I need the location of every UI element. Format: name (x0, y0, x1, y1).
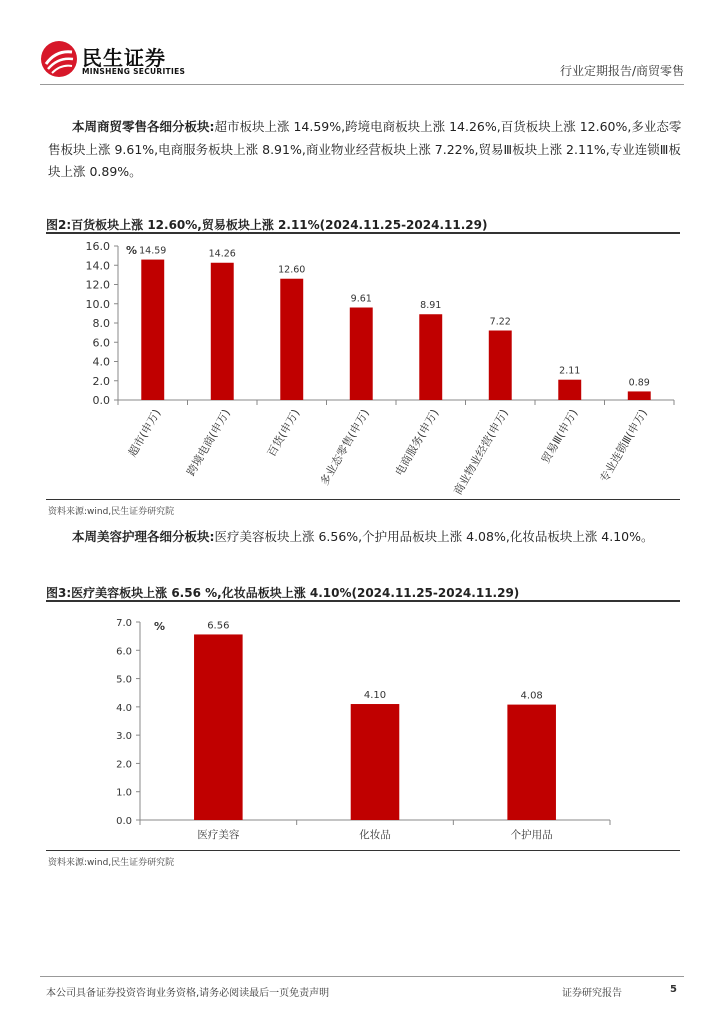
data-label: 12.60 (278, 264, 306, 276)
x-category-label: 跨境电商(申万) (184, 407, 233, 479)
figure2-bottom-rule (46, 499, 680, 500)
footer-disclaimer: 本公司具备证券投资咨询业务资格,请务必阅读最后一页免责声明 (46, 988, 330, 999)
bar (280, 279, 303, 400)
y-tick-label: 4.0 (92, 355, 110, 369)
y-tick-label: 2.0 (116, 759, 132, 771)
data-label: 14.26 (208, 248, 236, 260)
figure3-bottom-rule (46, 850, 680, 851)
footer-report-type: 证券研究报告 (562, 988, 622, 999)
data-label: 4.08 (520, 690, 543, 702)
paragraph-beauty-sectors (48, 526, 688, 549)
data-label: 0.89 (628, 377, 650, 389)
figure3-bar-chart (46, 602, 680, 848)
bar (507, 705, 556, 820)
figure2-title: 图2:百货板块上涨 12.60%,贸易板块上涨 2.11%(2024.11.25-2024.11.29) (46, 218, 488, 232)
y-tick-label: 7.0 (116, 618, 132, 629)
logo-text-en: MINSHENG SECURITIES (82, 67, 186, 76)
y-tick-label: 0.0 (116, 816, 132, 827)
footer-divider (40, 976, 684, 977)
y-tick-label: 6.0 (116, 646, 132, 658)
data-label: 14.59 (139, 245, 167, 257)
logo-mark-icon (40, 40, 78, 78)
bar (211, 263, 234, 400)
figure2-source: 资料来源:wind,民生证券研究院 (48, 507, 175, 517)
header-divider (40, 84, 684, 85)
figure3-source: 资料来源:wind,民生证券研究院 (48, 858, 175, 868)
document-category: 行业定期报告/商贸零售 (559, 64, 684, 78)
paragraph-lead: 本周商贸零售各细分板块: (72, 119, 215, 134)
data-label: 9.61 (350, 293, 372, 305)
bar (194, 634, 243, 820)
y-unit-label: % (126, 244, 138, 257)
y-tick-label: 1.0 (116, 787, 132, 799)
bar (628, 391, 651, 400)
y-tick-label: 8.0 (92, 317, 110, 330)
y-tick-label: 3.0 (116, 731, 132, 743)
y-tick-label: 14.0 (85, 259, 110, 273)
bar (419, 314, 442, 400)
bar (350, 308, 373, 400)
paragraph-text: 超市板块上涨 14.59%,跨境电商板块上涨 14.26%,百货板块上涨 12.60%,多业态零售板块上涨 9.61%,电商服务板块上涨 8.91%,商业物业经营板块上涨 7.22%,贸易Ⅲ板块上涨 2.11%,专业连锁Ⅲ板块上涨 0.89%。 (48, 119, 682, 179)
bar (351, 704, 400, 820)
data-label: 2.11 (559, 365, 581, 377)
x-category-label: 百货(申万) (264, 407, 303, 460)
figure3-title: 图3:医疗美容板块上涨 6.56 %,化妆品板块上涨 4.10%(2024.11.25-2024.11.29) (46, 586, 520, 600)
x-category-label: 个护用品 (510, 829, 553, 841)
x-category-label: 专业连锁Ⅲ(申万) (597, 407, 650, 485)
x-category-label: 电商服务(申万) (392, 407, 442, 479)
y-tick-label: 12.0 (85, 278, 110, 292)
company-logo (40, 40, 220, 80)
y-tick-label: 0.0 (92, 394, 110, 407)
bar (489, 331, 512, 400)
paragraph-text: 医疗美容板块上涨 6.56%,个护用品板块上涨 4.08%,化妆品板块上涨 4.10%。 (214, 529, 654, 544)
bar (558, 380, 581, 400)
x-category-label: 商业物业经营(申万) (451, 407, 511, 498)
x-category-label: 超市(申万) (125, 407, 164, 460)
y-tick-label: 4.0 (116, 702, 132, 714)
figure2-bar-chart (46, 234, 680, 498)
paragraph-retail-sectors (48, 116, 688, 184)
data-label: 4.10 (363, 690, 387, 702)
data-label: 7.22 (489, 316, 511, 328)
y-unit-label: % (154, 620, 166, 633)
logo-text-cn: 民生证券 (82, 46, 166, 70)
x-category-label: 化妆品 (359, 829, 391, 841)
bar (141, 260, 164, 400)
y-tick-label: 16.0 (85, 240, 110, 253)
y-tick-label: 10.0 (85, 297, 110, 311)
y-tick-label: 5.0 (116, 674, 132, 686)
page-number: 5 (670, 984, 677, 995)
data-label: 6.56 (207, 620, 230, 632)
x-category-label: 医疗美容 (197, 829, 240, 841)
x-category-label: 贸易Ⅲ(申万) (539, 407, 581, 466)
paragraph-lead: 本周美容护理各细分板块: (72, 529, 215, 544)
y-tick-label: 6.0 (92, 336, 110, 350)
x-category-label: 多业态零售(申万) (317, 407, 372, 488)
y-tick-label: 2.0 (92, 374, 110, 388)
data-label: 8.91 (420, 300, 442, 312)
